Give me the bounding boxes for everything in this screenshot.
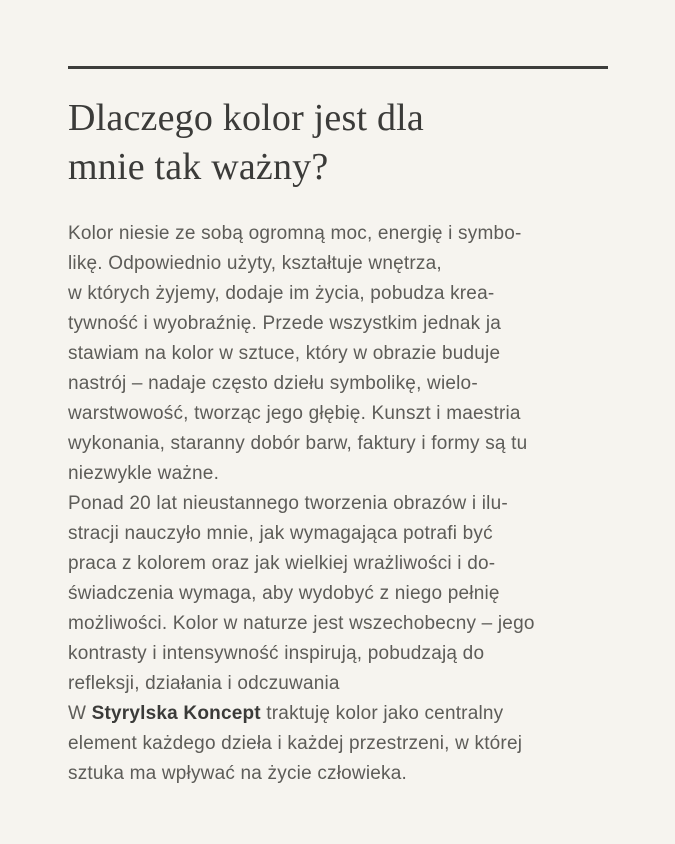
- body-text: [68, 219, 535, 789]
- body-text-line: [68, 639, 535, 669]
- body-text-segment: warstwowość, tworząc jego głębię. Kunszt i maestria: [68, 403, 521, 424]
- body-text-segment: Ponad 20 lat nieustannego tworzenia obrazów i ilu-: [68, 493, 508, 514]
- body-text-segment: likę. Odpowiednio użyty, kształtuje wnętrza,: [68, 253, 442, 274]
- body-text-line: [68, 219, 535, 249]
- body-text-line: [68, 309, 535, 339]
- page-title-line: mnie tak ważny?: [68, 146, 329, 188]
- body-text-line: [68, 519, 535, 549]
- body-text-line: [68, 759, 535, 789]
- body-text-line: [68, 609, 535, 639]
- page-title-line: Dlaczego kolor jest dla: [68, 97, 424, 139]
- body-text-line: [68, 489, 535, 519]
- body-text-line: [68, 459, 535, 489]
- body-text-segment: W: [68, 703, 92, 724]
- body-text-line: [68, 249, 535, 279]
- body-text-line: [68, 579, 535, 609]
- page-title: [68, 94, 424, 192]
- body-text-segment: możliwości. Kolor w naturze jest wszechobecny – jego: [68, 613, 535, 634]
- body-text-line: [68, 429, 535, 459]
- body-text-segment: świadczenia wymaga, aby wydobyć z niego pełnię: [68, 583, 500, 604]
- body-text-segment: tywność i wyobraźnię. Przede wszystkim jednak ja: [68, 313, 502, 334]
- body-text-segment: element każdego dzieła i każdej przestrzeni, w której: [68, 733, 523, 754]
- body-text-line: [68, 549, 535, 579]
- body-text-segment: nastrój – nadaje często dziełu symbolikę, wielo-: [68, 373, 478, 394]
- body-text-line: [68, 729, 535, 759]
- body-text-segment: w których żyjemy, dodaje im życia, pobudza krea-: [68, 283, 495, 304]
- body-text-segment: wykonania, staranny dobór barw, faktury i formy są tu: [68, 433, 528, 454]
- body-text-line: [68, 339, 535, 369]
- body-text-line: [68, 279, 535, 309]
- body-text-segment: refleksji, działania i odczuwania: [68, 673, 340, 694]
- divider-rule: [68, 66, 608, 69]
- body-text-segment: Kolor niesie ze sobą ogromną moc, energię i symbo-: [68, 223, 522, 244]
- brand-name: Styrylska Koncept: [91, 703, 261, 724]
- body-text-segment: traktuję kolor jako centralny: [260, 703, 504, 724]
- body-text-segment: kontrasty i intensywność inspirują, pobudzają do: [68, 643, 485, 664]
- body-text-segment: niezwykle ważne.: [68, 463, 220, 484]
- body-text-segment: sztuka ma wpływać na życie człowieka.: [68, 763, 407, 784]
- body-text-line: [68, 369, 535, 399]
- body-text-segment: stawiam na kolor w sztuce, który w obrazie buduje: [68, 343, 501, 364]
- body-text-line: [68, 699, 535, 729]
- body-text-line: [68, 399, 535, 429]
- body-text-line: [68, 669, 535, 699]
- body-text-segment: stracji nauczyło mnie, jak wymagająca potrafi być: [68, 523, 493, 544]
- body-text-segment: praca z kolorem oraz jak wielkiej wrażliwości i do-: [68, 553, 496, 574]
